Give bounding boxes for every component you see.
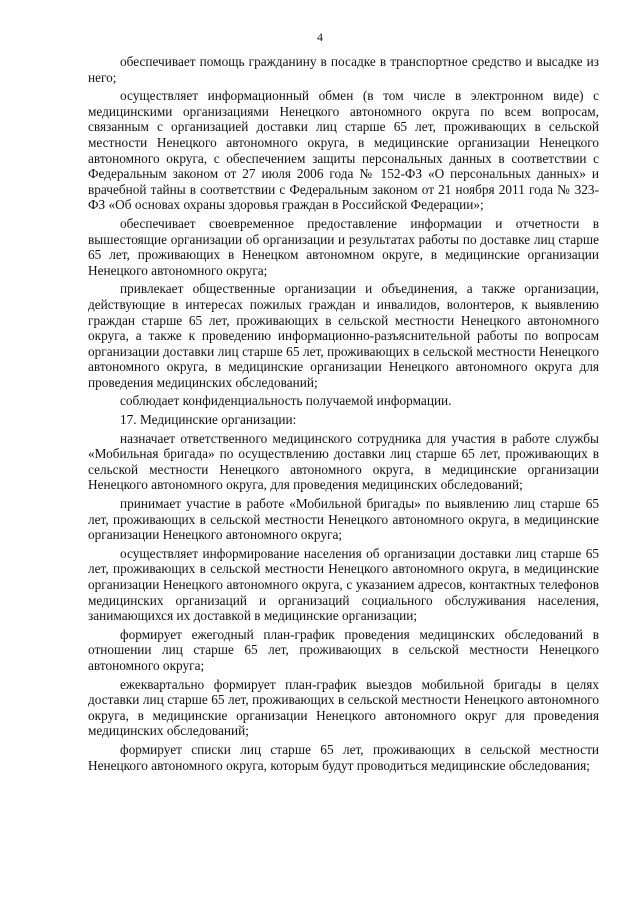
paragraph: ежеквартально формирует план-график выездов мобильной бригады в целях доставки лиц старше 65 лет, проживающих в сельской местности Ненецкого автономного округа, в медицинские организации Ненецкого автономного округ для проведения медицинских обследований; xyxy=(88,676,599,739)
paragraph: назначает ответственного медицинского сотрудника для участия в работе службы «Мобильная бригада» по осуществлению доставки лиц старше 65 лет, проживающих в сельской местности Ненецкого автономного округа, в медицинские организации Ненецкого автономного округа, для проведения медицинских обследований; xyxy=(88,430,599,493)
section-heading: 17. Медицинские организации: xyxy=(120,412,297,428)
page-number: 4 xyxy=(317,30,323,44)
document-body xyxy=(88,54,599,776)
paragraph: формирует ежегодный план-график проведения медицинских обследований в отношении лиц старше 65 лет, проживающих в сельской местности Ненецкого автономного округа; xyxy=(88,626,599,673)
paragraph: принимает участие в работе «Мобильной бригады» по выявлению лиц старше 65 лет, проживающих в сельской местности Ненецкого автономного округа, в медицинские организации Ненецкого автономного округа; xyxy=(88,496,599,543)
paragraph: обеспечивает помощь гражданину в посадке в транспортное средство и высадке из него; xyxy=(88,54,599,85)
paragraph: осуществляет информирование населения об организации доставки лиц старше 65 лет, проживающих в сельской местности Ненецкого автономного округа, в медицинские организации Ненецкого автономного округа, с указанием адресов, контактных телефонов медицинских организаций и организаций социального обслуживания населения, занимающихся их доставкой в медицинские организации; xyxy=(88,545,599,624)
paragraph: привлекает общественные организации и объединения, а также организации, действующие в интересах пожилых граждан и инвалидов, волонтеров, к выявлению граждан старше 65 лет, проживающих в сельской местности Ненецкого автономного округа, а также к проведению информационно-разъяснительной работы по вопросам организации доставки лиц старше 65 лет, проживающих в сельской местности Ненецкого автономного округа, в медицинские организации Ненецкого автономного округа для проведения медицинских обследований; xyxy=(88,281,599,390)
paragraph: формирует списки лиц старше 65 лет, проживающих в сельской местности Ненецкого автономного округа, которым будут проводиться медицинские обследования; xyxy=(88,741,599,773)
paragraph: обеспечивает своевременное предоставление информации и отчетности в вышестоящие организации об организации и результатах работы по доставке лиц старше 65 лет, проживающих в Ненецком автономном округе, в медицинские организации Ненецкого автономного округа; xyxy=(88,215,599,278)
paragraph: осуществляет информационный обмен (в том числе в электронном виде) с медицинскими организациями Ненецкого автономного округа по всем вопросам, связанным с организацией доставки лиц старше 65 лет, проживающих в сельской местности Ненецкого автономного округа, в медицинские организации Ненецкого автономного округа, с обеспечением защиты персональных данных в соответствии с Федеральным законом от 27 июля 2006 года № 152-ФЗ «О персональных данных» и врачебной тайны в соответствии с Федеральным законом от 21 ноября 2011 года № 323-ФЗ «Об основах охраны здоровья граждан в Российской Федерации»; xyxy=(88,88,599,213)
paragraph: соблюдает конфиденциальность получаемой информации. xyxy=(120,393,452,409)
